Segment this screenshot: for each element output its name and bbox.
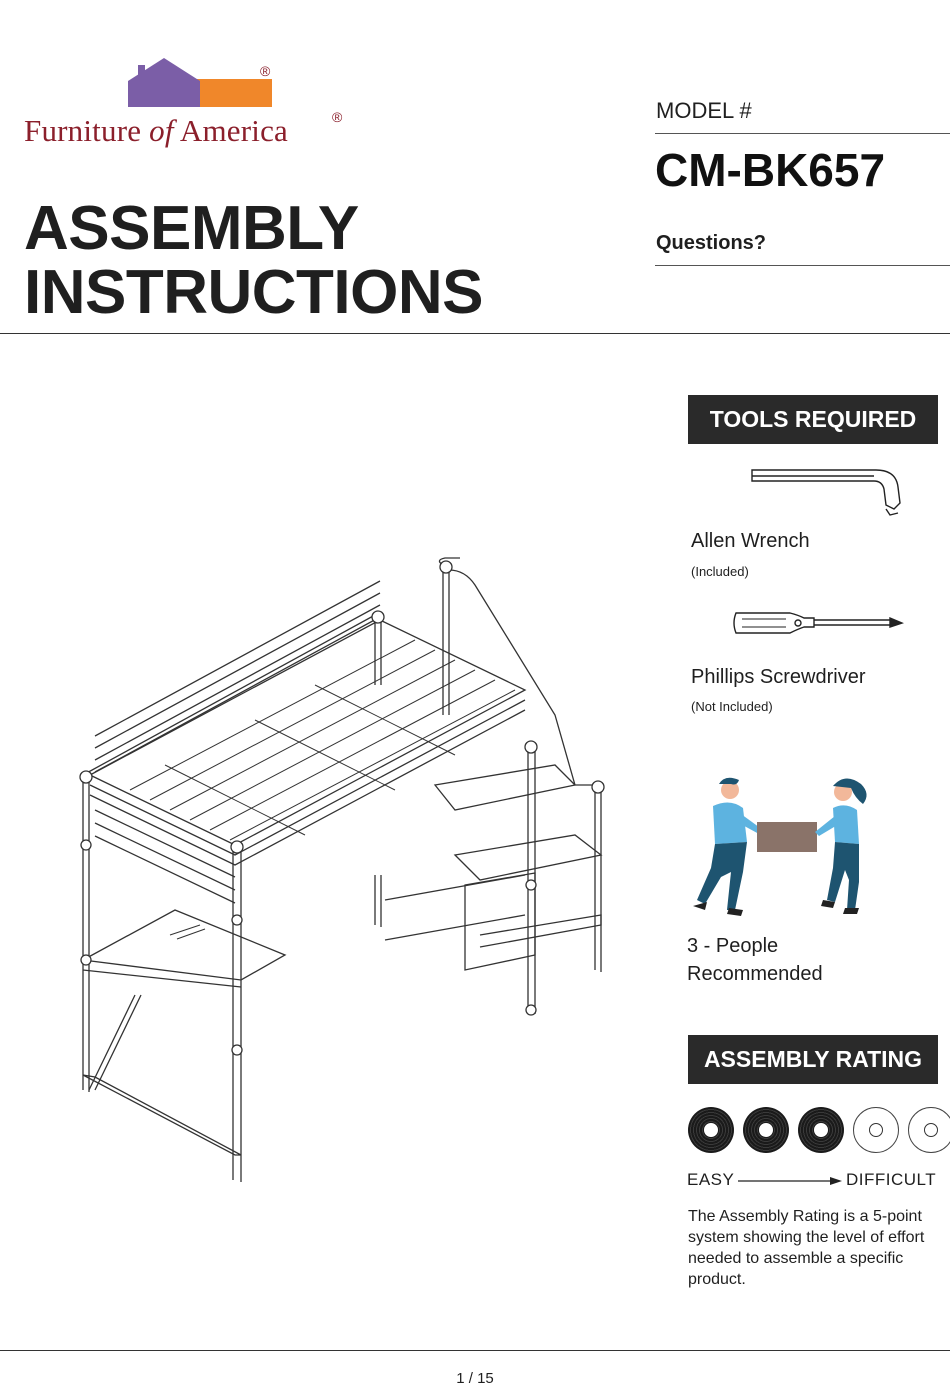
header-rule <box>0 333 950 334</box>
screwdriver-icon <box>730 605 910 640</box>
brand-name: Furniture of America <box>24 113 288 148</box>
document-title: ASSEMBLY INSTRUCTIONS <box>24 194 483 327</box>
model-number: CM-BK657 <box>655 144 886 196</box>
tool-note-allen-wrench: (Included) <box>691 564 749 579</box>
rating-dot-empty <box>908 1107 950 1153</box>
divider <box>655 265 950 266</box>
model-label: MODEL # <box>656 98 752 123</box>
divider <box>655 133 950 134</box>
assembly-rating-header: ASSEMBLY RATING <box>688 1035 938 1084</box>
brand-logo <box>24 55 354 155</box>
loft-bed-illustration <box>55 555 615 1195</box>
rating-description: The Assembly Rating is a 5-point system showing the level of effort needed to assemble a specific product. <box>688 1208 925 1288</box>
rating-dot-filled <box>743 1107 789 1153</box>
scale-easy: EASY <box>687 1170 735 1189</box>
people-count: 3 - People <box>687 935 779 957</box>
allen-wrench-icon <box>748 465 908 520</box>
tool-note-screwdriver: (Not Included) <box>691 699 773 714</box>
footer-rule <box>0 1350 950 1351</box>
questions-label: Questions? <box>656 232 767 254</box>
rating-dots <box>688 1107 950 1153</box>
people-recommended: Recommended <box>687 963 823 985</box>
house-logo-icon <box>124 55 384 111</box>
rating-dot-filled <box>688 1107 734 1153</box>
scale-difficult: DIFFICULT <box>846 1170 937 1189</box>
two-people-carrying-box-icon <box>685 772 885 920</box>
arrow-right-icon <box>736 1174 846 1188</box>
tools-required-header: TOOLS REQUIRED <box>688 395 938 444</box>
tool-name-allen-wrench: Allen Wrench <box>691 530 810 552</box>
rating-dot-filled <box>798 1107 844 1153</box>
registered-mark: ® <box>260 63 271 79</box>
registered-mark-2: ® <box>332 109 343 125</box>
tool-name-screwdriver: Phillips Screwdriver <box>691 666 866 688</box>
page-number: 1 / 15 <box>456 1370 494 1387</box>
rating-dot-empty <box>853 1107 899 1153</box>
